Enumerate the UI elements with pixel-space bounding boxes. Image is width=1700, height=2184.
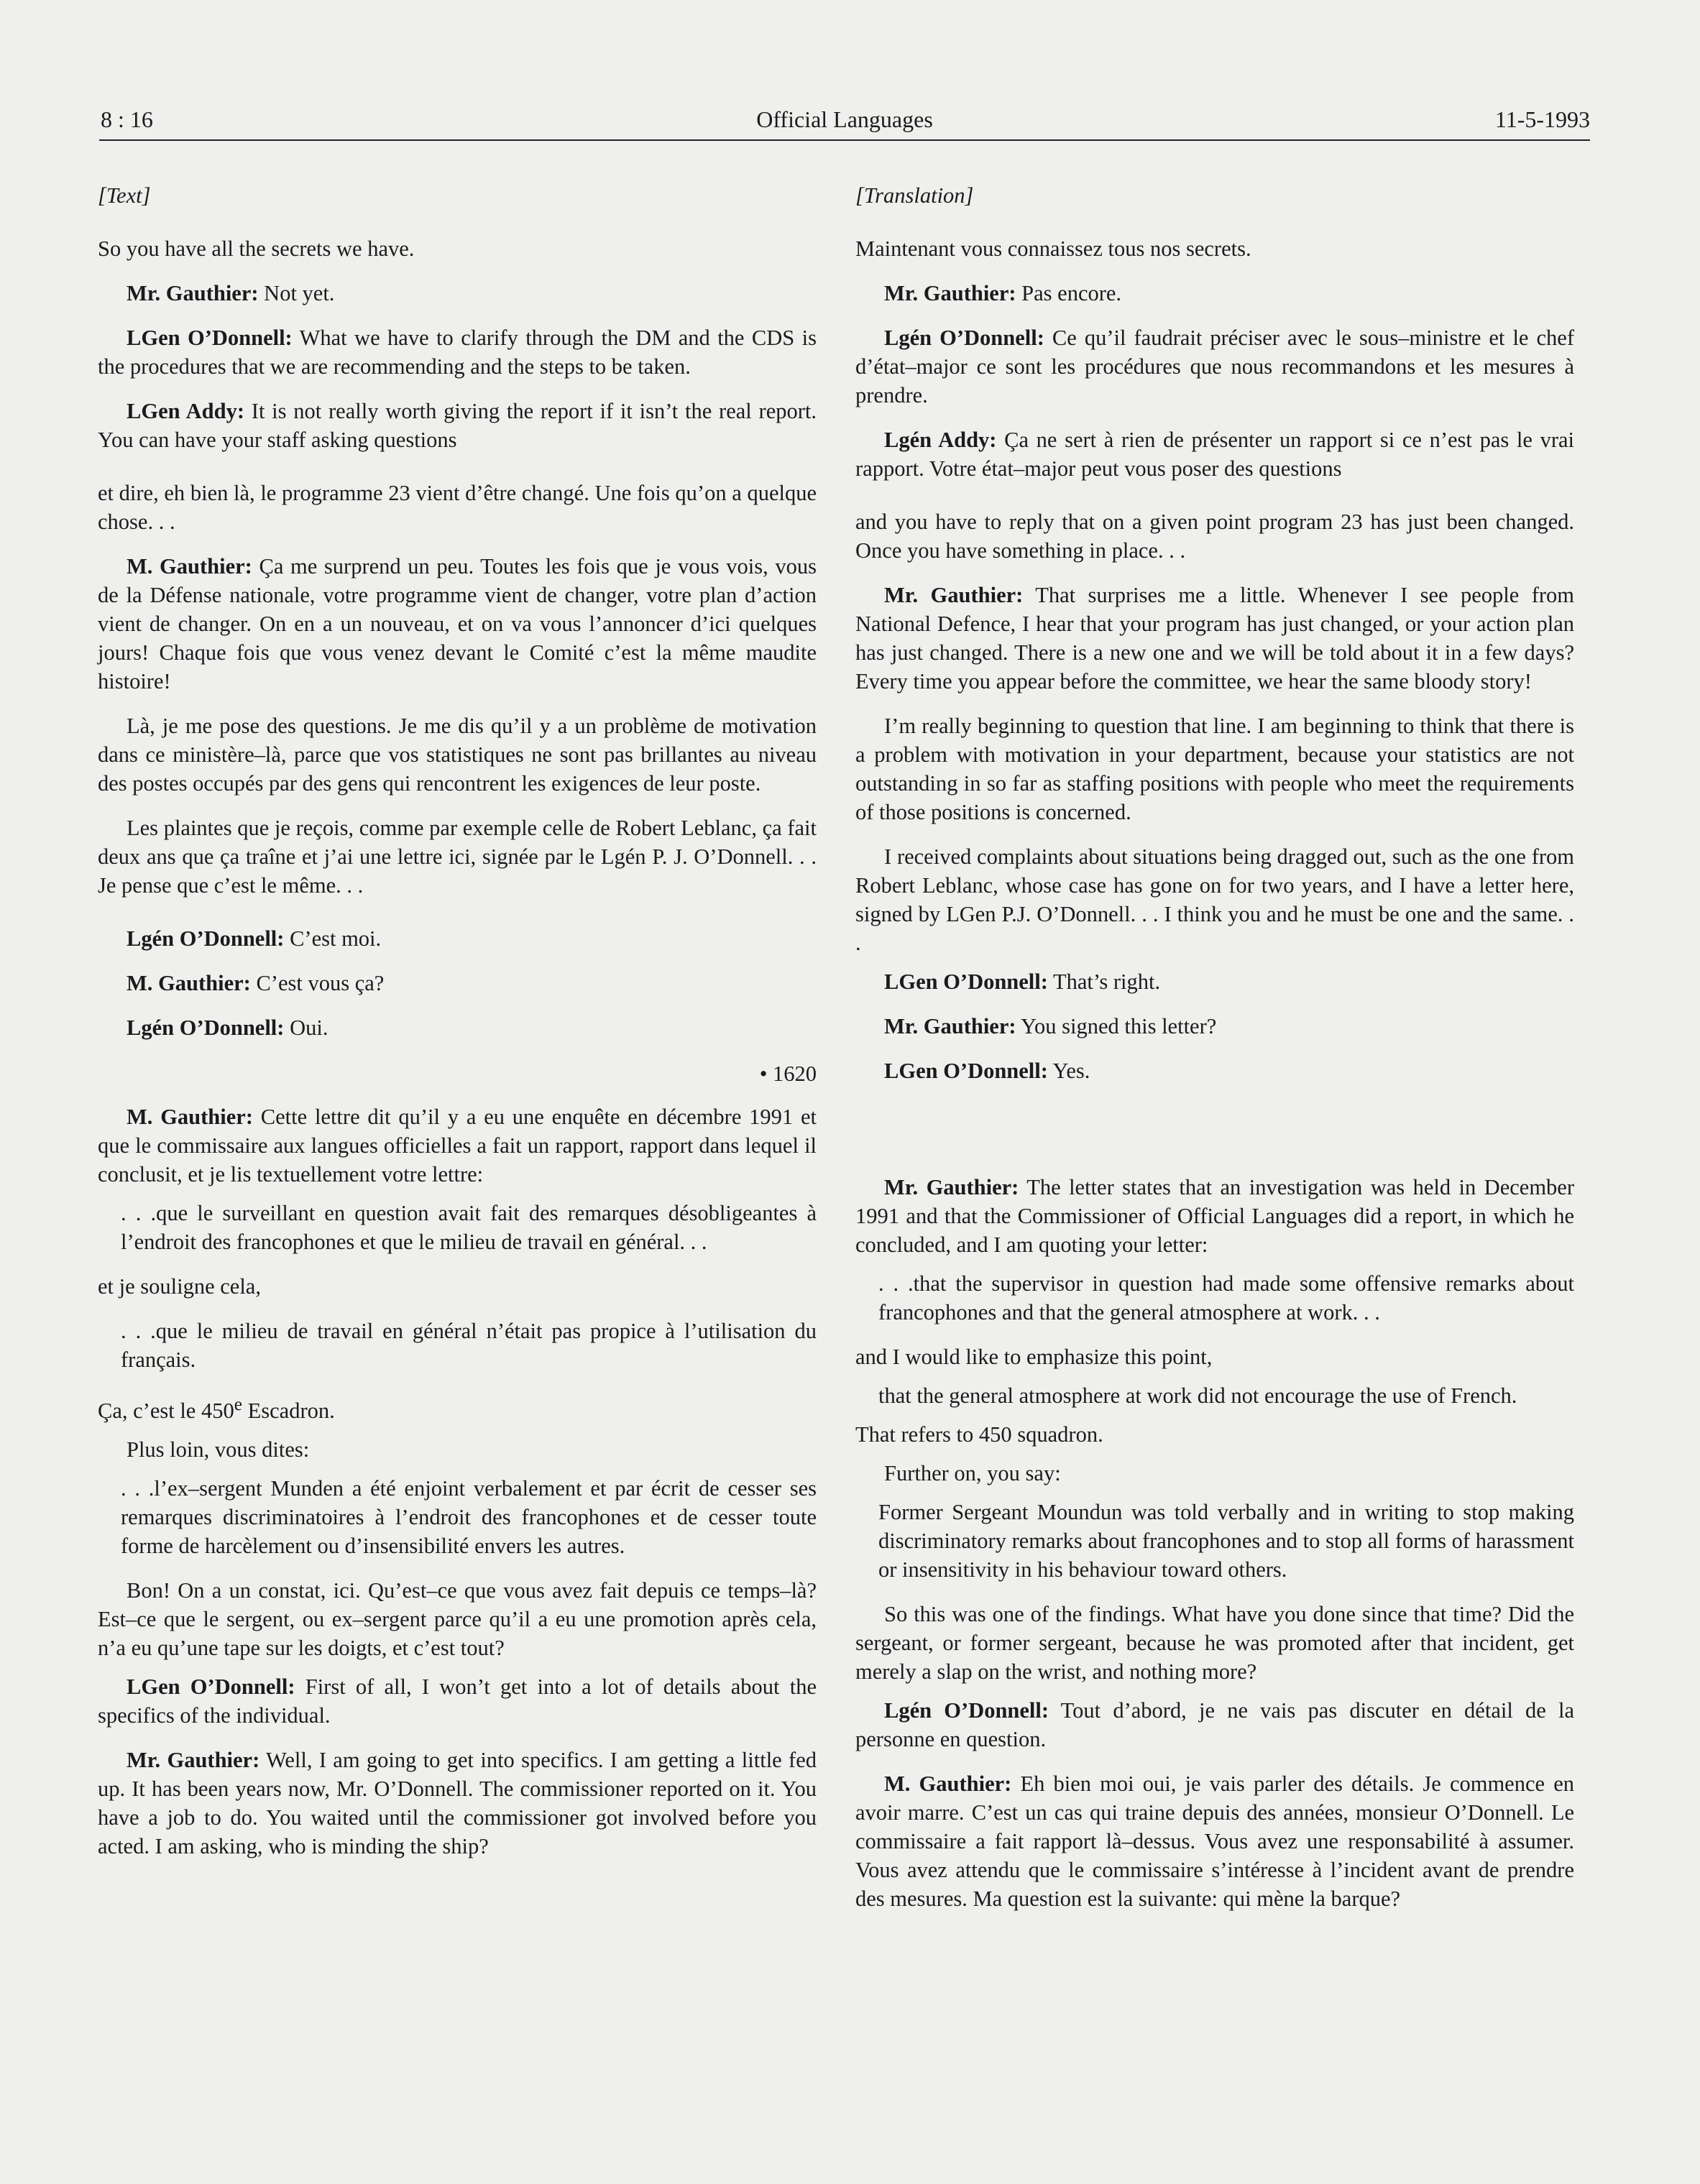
paragraph: Maintenant vous connaissez tous nos secrets. [855,236,1251,261]
quotation: . . .l’ex–sergent Munden a été enjoint verbalement et par écrit de cesser ses remarques discriminatoires à l’endroit des francophones et de cesser toute forme de harcèlement ou d’insensibilité envers les autres. [121,1476,817,1559]
speaker-name: M. Gauthier: [884,1771,1012,1796]
speaker-paragraph [855,425,1574,483]
speaker-name: Mr. Gauthier: [127,281,259,305]
speaker-name: Lgén O’Donnell: [127,926,285,951]
speaker-paragraph [98,969,817,997]
speaker-name: M. Gauthier: [127,554,252,579]
speech-text: The letter states that an investigation was held in December 1991 and that the Commissioner of Official Languages did a report, in which he concluded, and I am quoting your letter: [855,1175,1574,1257]
speaker-name: Lgén Addy: [884,428,997,452]
speech-text: Ça ne sert à rien de présenter un rapport si ce n’est pas le vrai rapport. Votre état–major peut vous poser des questions [855,428,1574,481]
paragraph: Further on, you say: [884,1461,1061,1485]
text-tag: [Text] [98,183,151,208]
paragraph: Plus loin, vous dites: [127,1437,310,1462]
paragraph-text: Escadron. [242,1399,335,1424]
speech-text: Tout d’abord, je ne vais pas discuter en détail de la personne en question. [855,1698,1574,1751]
speaker-paragraph [98,323,817,381]
speaker-name: M. Gauthier: [127,1105,253,1129]
speaker-name: Lgén O’Donnell: [127,1015,285,1040]
speaker-paragraph [855,1012,1574,1041]
speaker-name: LGen O’Donnell: [884,1059,1048,1083]
speech-text: Cette lettre dit qu’il y a eu une enquête en décembre 1991 et que le commissaire aux langues officielles a fait un rapport, rapport dans lequel il conclusit, et je lis textuellement votre lettre: [98,1105,817,1187]
paragraph: and you have to reply that on a given point program 23 has just been changed. Once you have something in place. . . [855,510,1574,563]
speaker-paragraph [98,279,817,308]
speech-text: First of all, I won’t get into a lot of details about the specifics of the individual. [98,1674,817,1728]
speaker-name: Lgén O’Donnell: [884,1698,1049,1723]
speaker-paragraph [98,1672,817,1730]
speech-text: That’s right. [1047,969,1161,994]
speaker-paragraph [98,552,817,696]
page-header [99,102,1590,141]
speaker-name: Mr. Gauthier: [884,281,1016,305]
document-title: Official Languages [756,106,933,132]
speaker-paragraph [98,1746,817,1861]
speaker-paragraph [98,1102,817,1189]
speaker-paragraph [855,1173,1574,1259]
paragraph: So this was one of the findings. What have you done since that time? Did the sergeant, or former sergeant, because he was promoted after that incident, get merely a slap on the wrist, and nothing more? [855,1602,1574,1684]
speaker-name: LGen Addy: [127,399,245,423]
speaker-paragraph [98,397,817,454]
paragraph [98,1390,817,1425]
paragraph: Bon! On a un constat, ici. Qu’est–ce que vous avez fait depuis ce temps–là? Est–ce que le sergent, ou ex–sergent parce qu’il a eu une promotion après cela, n’a eu qu’une tape sur les doigts, et c’est tout? [98,1578,817,1661]
quotation: that the general atmosphere at work did not encourage the use of French. [878,1383,1517,1408]
speaker-name: LGen O’Donnell: [127,1674,295,1700]
speech-text: Well, I am going to get into specifics. I am getting a little fed up. It has been years now, Mr. O’Donnell. The commissioner reported on it. You have a job to do. You waited until the commissioner got involved before you acted. I am asking, who is minding the ship? [98,1748,817,1859]
speaker-paragraph [855,323,1574,410]
speaker-name: Mr. Gauthier: [884,583,1024,607]
paragraph: So you have all the secrets we have. [98,236,415,261]
page-number: 8 : 16 [101,106,153,132]
paragraph: I’m really beginning to question that line. I am beginning to think that there is a problem with motivation in your department, because your statistics are not outstanding in so far as staffing positions with people who meet the requirements of those positions is concerned. [855,714,1574,824]
quotation: . . .that the supervisor in question had made some offensive remarks about francophones and that the general atmosphere at work. . . [878,1271,1574,1324]
document-date: 11-5-1993 [1494,106,1590,132]
speaker-name: Lgén O’Donnell: [884,326,1044,350]
paragraph: and I would like to emphasize this point, [855,1345,1213,1369]
paragraph: Les plaintes que je reçois, comme par exemple celle de Robert Leblanc, ça fait deux ans que ça traîne et j’ai une lettre ici, signée par le Lgén P. J. O’Donnell. . . Je pense que c’est le même. . . [98,816,817,898]
quotation: Former Sergeant Moundun was told verbally and in writing to stop making discriminatory remarks about francophones and to stop all forms of harassment or insensitivity in his behaviour toward others. [878,1500,1574,1582]
superscript: e [234,1394,242,1414]
paragraph: I received complaints about situations being dragged out, such as the one from Robert Leblanc, whose case has gone on for two years, and I have a letter here, signed by LGen P.J. O’Donnell. . . I think you and he must be one and the same. . . [855,844,1574,955]
paragraph: et dire, eh bien là, le programme 23 vient d’être changé. Une fois qu’on a quelque chose. . . [98,481,817,534]
paragraph: That refers to 450 squadron. [855,1422,1103,1447]
speaker-name: M. Gauthier: [127,971,251,995]
right-column [855,181,1574,1913]
speech-text: Oui. [284,1015,328,1040]
speech-text: It is not really worth giving the report if it isn’t the real report. You can have your staff asking questions [98,399,817,452]
left-column [98,181,817,1861]
speech-text: Yes. [1047,1059,1090,1083]
quotation: . . .que le surveillant en question avait fait des remarques désobligeantes à l’endroit des francophones et que le milieu de travail en général. . . [121,1201,817,1254]
translation-tag: [Translation] [855,183,974,208]
speech-text: Ce qu’il faudrait préciser avec le sous–ministre et le chef d’état–major ce sont les procédures que nous recommandons et les mesures à prendre. [855,326,1574,407]
paragraph: Là, je me pose des questions. Je me dis qu’il y a un problème de motivation dans ce ministère–là, parce que vos statistiques ne sont pas brillantes au niveau des postes occupés par des gens qui rencontrent les exigences de leur poste. [98,714,817,796]
paragraph-text: Ça, c’est le 450 [98,1399,234,1424]
paragraph: et je souligne cela, [98,1274,261,1299]
speech-text: Ça me surprend un peu. Toutes les fois que je vous vois, vous de la Défense nationale, votre programme vient de changer, votre plan d’action vient de changer. On en a un nouveau, et on va vous l’annoncer d’ici quelques jours! Chaque fois que vous venez devant le Comité c’est la même maudite histoire! [98,554,817,694]
speaker-name: Mr. Gauthier: [127,1748,260,1773]
speaker-name: LGen O’Donnell: [127,326,293,350]
time-marker: • 1620 [759,1061,817,1086]
speech-text: C’est vous ça? [250,971,385,995]
speaker-paragraph [855,279,1574,308]
speech-text: Not yet. [258,281,335,305]
speech-text: C’est moi. [284,926,382,951]
speaker-paragraph [855,967,1574,996]
speaker-name: Mr. Gauthier: [884,1014,1016,1038]
speaker-paragraph [98,1013,817,1042]
speech-text: Eh bien moi oui, je vais parler des détails. Je commence en avoir marre. C’est un cas qui traine depuis des années, monsieur O’Donnell. Le commissaire a fait rapport là–dessus. Vous avez une responsabilité à assumer. Vous avez attendu que le commissaire s’intéresse à l’incident avant de prendre des mesures. Ma question est la suivante: qui mène la barque? [855,1771,1574,1911]
speaker-paragraph [855,1056,1574,1085]
speech-text: What we have to clarify through the DM and the CDS is the procedures that we are recommending and the steps to be taken. [98,326,817,379]
speaker-paragraph [855,581,1574,696]
speech-text: You signed this letter? [1016,1014,1217,1038]
speaker-paragraph [855,1696,1574,1754]
speaker-name: Mr. Gauthier: [884,1175,1019,1199]
speaker-paragraph [98,924,817,953]
speech-text: Pas encore. [1016,281,1122,305]
speaker-paragraph [855,1769,1574,1913]
quotation: . . .que le milieu de travail en général n’était pas propice à l’utilisation du français. [121,1319,817,1372]
speaker-name: LGen O’Donnell: [884,969,1048,994]
speech-text: That surprises me a little. Whenever I see people from National Defence, I hear that your program has just changed, or your action plan has just changed. There is a new one and we will be told about it in a few days? Every time you appear before the committee, we hear the same bloody story! [855,583,1574,694]
